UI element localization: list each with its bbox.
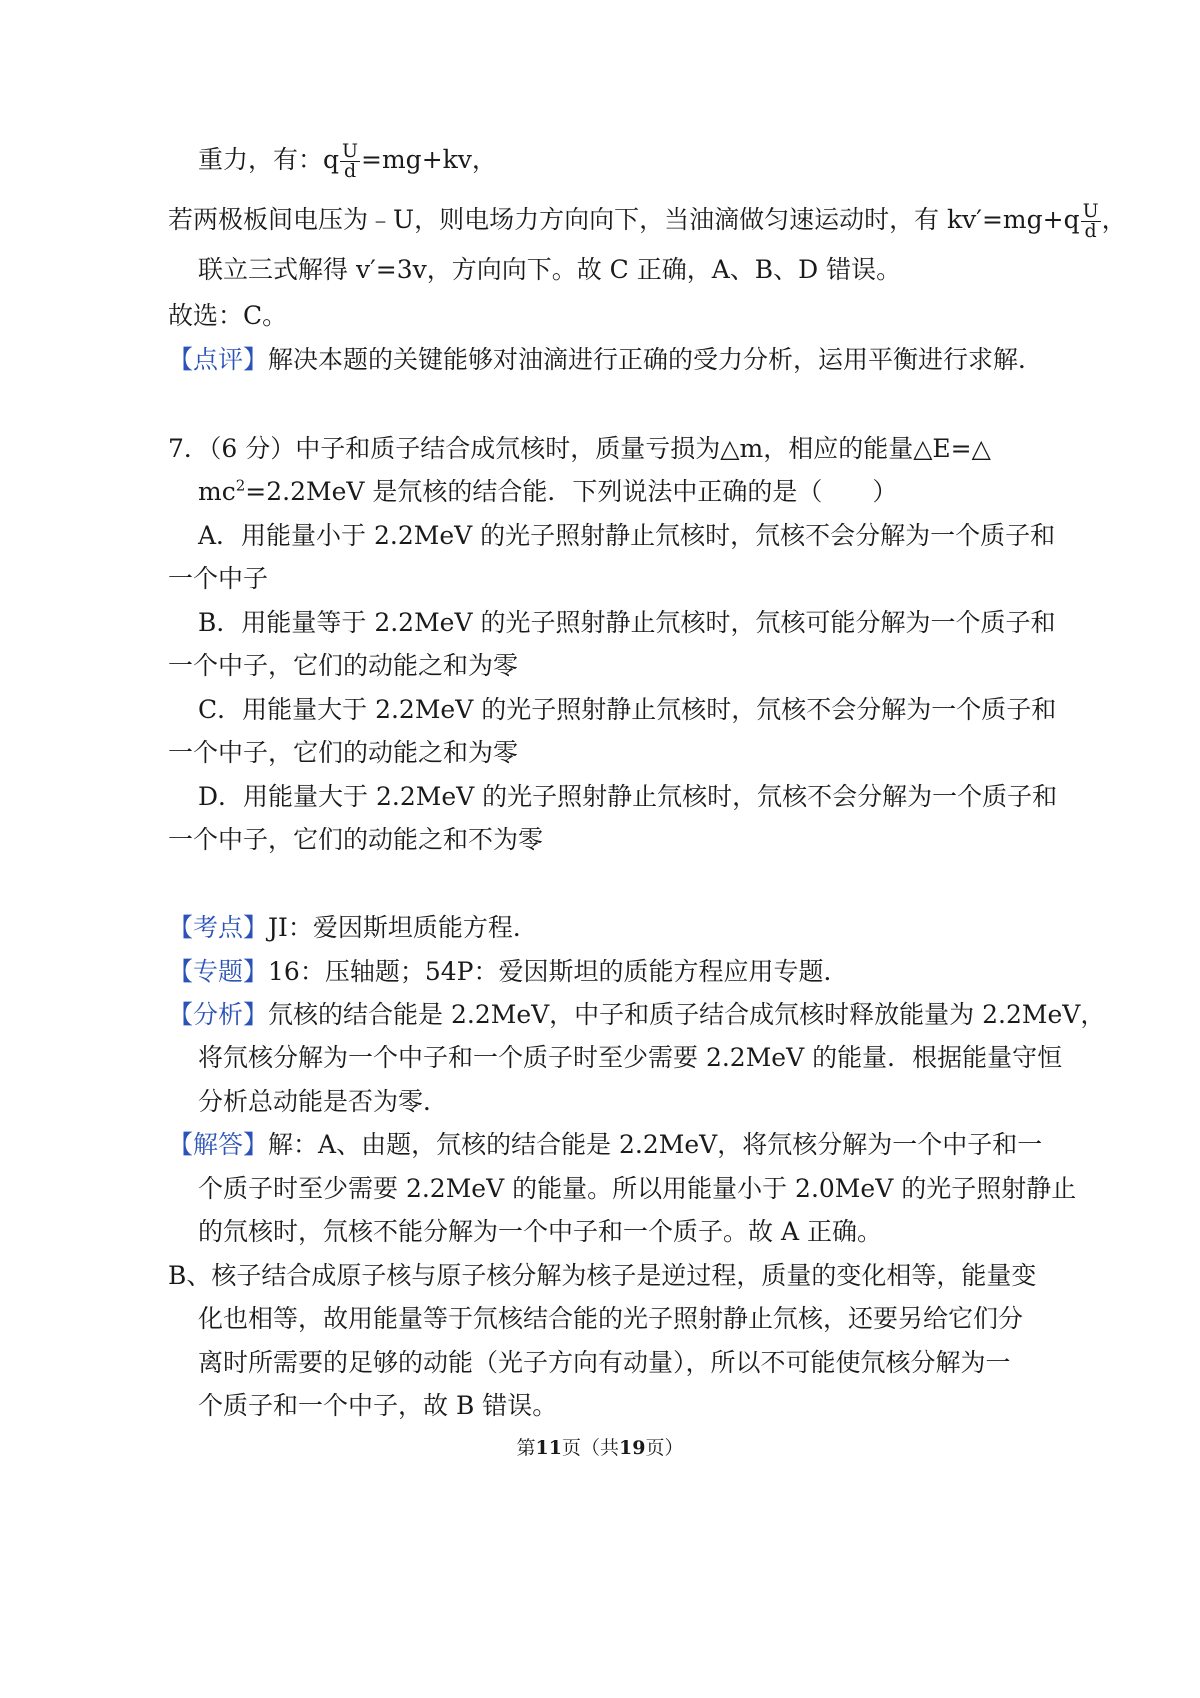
fraction-denominator: d [343, 160, 357, 182]
text-run: =mg+kv， [361, 145, 497, 174]
zhuanti-line [168, 955, 848, 989]
jieda-line3: 的氘核时，氘核不能分解为一个中子和一个质子。故 A 正确。 [198, 1217, 882, 1246]
text-run: ， [1101, 205, 1127, 234]
jieda-line2: 个质子时至少需要 2.2MeV 的能量。所以用能量小于 2.0MeV 的光子照射静止 [198, 1174, 1077, 1203]
review-text: 解决本题的关键能够对油滴进行正确的受力分析，运用平衡进行求解． [268, 345, 1044, 374]
solution-line-gravity [198, 142, 497, 181]
fraction-numerator: U [1082, 200, 1099, 222]
question-7-stem-line1: 7．（6 分）中子和质子结合成氘核时，质量亏损为△m，相应的能量△E=△ [168, 434, 991, 463]
footer-text: 页（共 [561, 1437, 619, 1459]
option-b-line2: 一个中子，它们的动能之和为零 [168, 651, 519, 680]
footer-text: 第 [516, 1437, 536, 1459]
option-a-line1: A．用能量小于 2.2MeV 的光子照射静止氘核时，氘核不会分解为一个质子和 [198, 521, 1056, 550]
fenxi-line2: 将氘核分解为一个中子和一个质子时至少需要 2.2MeV 的能量．根据能量守恒 [198, 1043, 1063, 1072]
option-c-line2: 一个中子，它们的动能之和为零 [168, 738, 519, 767]
fenxi-text: 氘核的结合能是 2.2MeV，中子和质子结合成氘核时释放能量为 2.2MeV， [268, 1000, 1106, 1029]
answer-choice-line: 故选：C。 [168, 301, 288, 330]
fenxi-line3: 分析总动能是否为零． [198, 1087, 449, 1116]
jieda-line1 [168, 1128, 1042, 1162]
total-pages: 19 [619, 1437, 646, 1459]
solution-line-conclusion: 联立三式解得 v′=3v，方向向下。故 C 正确，A、B、D 错误。 [198, 255, 902, 284]
fraction-denominator: d [1084, 220, 1097, 242]
page-footer [0, 1435, 1200, 1461]
text-run: 重力，有：q [198, 145, 340, 174]
option-d-line1: D．用能量大于 2.2MeV 的光子照射静止氘核时，氘核不会分解为一个质子和 [198, 782, 1058, 811]
b-explanation-line1: B、核子结合成原子核与原子核分解为核子是逆过程，质量的变化相等，能量变 [168, 1261, 1037, 1290]
option-c-line1: C．用能量大于 2.2MeV 的光子照射静止氘核时，氘核不会分解为一个质子和 [198, 695, 1057, 724]
fenxi-tag: 【分析】 [168, 1000, 269, 1029]
review-tag: 【点评】 [168, 345, 269, 374]
b-explanation-line4: 个质子和一个中子，故 B 错误。 [198, 1391, 558, 1420]
question-7-stem-line2 [198, 475, 897, 509]
superscript: 2 [235, 476, 246, 495]
kaodian-line [168, 911, 538, 945]
text-run: mc [198, 477, 236, 506]
jieda-text: 解：A、由题，氘核的结合能是 2.2MeV，将氘核分解为一个中子和一 [268, 1130, 1043, 1159]
text-run: 若两极板间电压为﹣U，则电场力方向向下，当油滴做匀速运动时，有 kv′=mg+q [168, 205, 1080, 234]
zhuanti-text: 16：压轴题；54P：爱因斯坦的质能方程应用专题． [268, 957, 849, 986]
fraction-u-over-d [1081, 202, 1101, 241]
kaodian-tag: 【考点】 [168, 913, 269, 942]
fenxi-line1 [168, 998, 1105, 1032]
b-explanation-line2: 化也相等，故用能量等于氘核结合能的光子照射静止氘核，还要另给它们分 [198, 1304, 1024, 1333]
fraction-u-over-d [340, 142, 360, 181]
b-explanation-line3: 离时所需要的足够的动能（光子方向有动量），所以不可能使氘核分解为一 [198, 1348, 1011, 1377]
review-line [168, 343, 1043, 377]
option-d-line2: 一个中子，它们的动能之和不为零 [168, 825, 544, 854]
fraction-numerator: U [342, 140, 359, 162]
zhuanti-tag: 【专题】 [168, 957, 269, 986]
solution-line-reverse-voltage [168, 202, 1127, 241]
footer-text: 页） [645, 1437, 684, 1459]
text-run: =2.2MeV 是氘核的结合能．下列说法中正确的是（ ） [245, 477, 898, 506]
page-number: 11 [535, 1437, 562, 1459]
jieda-tag: 【解答】 [168, 1130, 269, 1159]
kaodian-text: JI：爱因斯坦质能方程． [268, 913, 538, 942]
option-a-line2: 一个中子 [168, 564, 269, 593]
option-b-line1: B．用能量等于 2.2MeV 的光子照射静止氘核时，氘核可能分解为一个质子和 [198, 608, 1056, 637]
